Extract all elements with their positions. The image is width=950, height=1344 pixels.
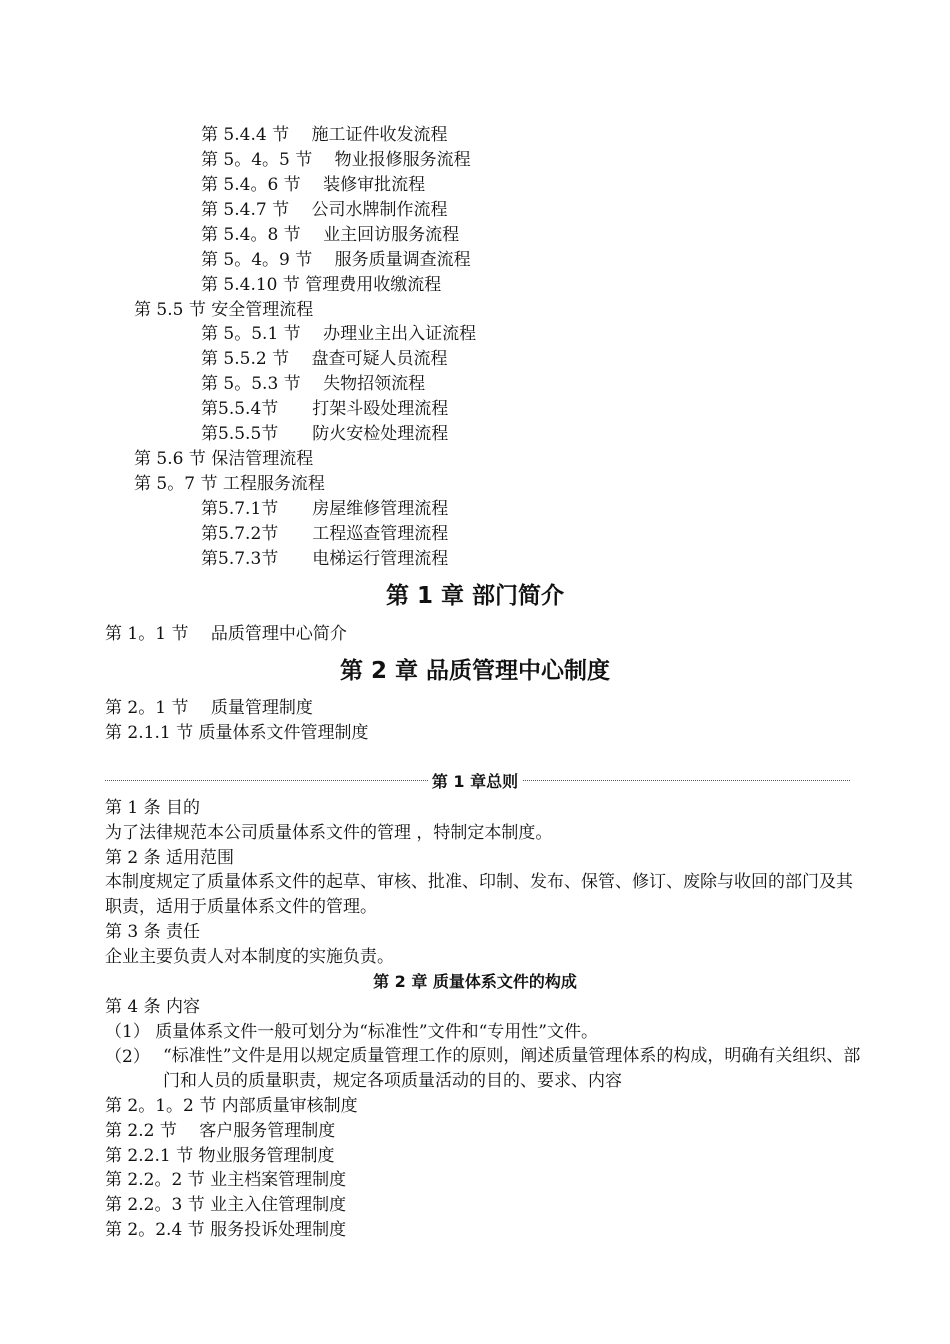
section-heading: 第 2.1.1 节 质量体系文件管理制度 bbox=[105, 723, 369, 743]
list-item bbox=[105, 1021, 598, 1043]
article-text: 为了法律规范本公司质量体系文件的管理 ，特制定本制度。 bbox=[105, 823, 553, 843]
toc-num: 第 5.5.2 节 bbox=[201, 349, 290, 369]
toc-num: 第 5.4.4 节 bbox=[201, 125, 290, 145]
toc-entry bbox=[201, 398, 448, 420]
list-text: 质量体系文件一般可划分为“标准性”文件和“专用性”文件。 bbox=[155, 1022, 598, 1042]
toc-num: 第 5。4。5 节 bbox=[201, 150, 313, 170]
toc-entry bbox=[201, 548, 448, 570]
divider-title bbox=[0, 771, 950, 793]
toc-title: 公司水牌制作流程 bbox=[311, 200, 448, 220]
toc-entry bbox=[201, 124, 447, 146]
toc-title: 打架斗殴处理流程 bbox=[312, 399, 449, 419]
toc-entry bbox=[134, 473, 325, 495]
article-heading: 第 1 条 目的 bbox=[105, 798, 201, 818]
toc-entry bbox=[201, 149, 471, 171]
toc-entry bbox=[201, 523, 448, 545]
toc-title: 保洁管理流程 bbox=[211, 449, 314, 469]
toc-entry bbox=[134, 299, 313, 321]
toc-entry bbox=[201, 274, 441, 296]
toc-entry: 第 2.2。2 节 业主档案管理制度 bbox=[105, 1170, 347, 1190]
toc-title: 业主回访服务流程 bbox=[323, 225, 460, 245]
toc-entry bbox=[134, 448, 313, 470]
toc-num: 第 5。5.3 节 bbox=[201, 374, 301, 394]
toc-num: 第 5。5.1 节 bbox=[201, 324, 301, 344]
general-rules-title: 第 1 章总则 bbox=[428, 772, 522, 791]
toc-num: 第5.5.4节 bbox=[201, 399, 279, 419]
toc-num: 第5.7.1节 bbox=[201, 499, 279, 519]
list-text: “标准性”文件是用以规定质量管理工作的原则，阐述质量管理体系的构成，明确有关组织、部门和人员的质量职责，规定各项质量活动的目的、要求、内容 bbox=[163, 1046, 861, 1091]
toc-title: 失物招领流程 bbox=[323, 374, 426, 394]
toc-title: 房屋维修管理流程 bbox=[312, 499, 449, 519]
toc-num: 第5.7.3节 bbox=[201, 549, 279, 569]
toc-num: 第 5.4。6 节 bbox=[201, 175, 301, 195]
toc-title: 物业报修服务流程 bbox=[334, 150, 471, 170]
toc-entry: 第 2.2 节 客户服务管理制度 bbox=[105, 1121, 336, 1141]
toc-title: 电梯运行管理流程 bbox=[312, 549, 449, 569]
toc-entry: 第 2.2。3 节 业主入住管理制度 bbox=[105, 1195, 347, 1215]
toc-entry: 第 2。2.4 节 服务投诉处理制度 bbox=[105, 1220, 347, 1240]
toc-title: 盘查可疑人员流程 bbox=[311, 349, 448, 369]
toc-entry bbox=[201, 323, 476, 345]
chapter-heading: 第 1 章 部门简介 bbox=[385, 583, 565, 609]
article-text: 本制度规定了质量体系文件的起草、审核、批准、印制、发布、保管、修订、废除与收回的部门及其职责，适用于质量体系文件的管理。 bbox=[105, 872, 853, 917]
toc-title: 办理业主出入证流程 bbox=[323, 324, 477, 344]
chapter-subheading: 第 2 章 质量体系文件的构成 bbox=[373, 972, 577, 991]
toc-title: 防火安检处理流程 bbox=[312, 424, 449, 444]
toc-num: 第 5.4。8 节 bbox=[201, 225, 301, 245]
toc-title: 施工证件收发流程 bbox=[311, 125, 448, 145]
toc-num: 第 5.4.10 节 bbox=[201, 275, 300, 295]
toc-num: 第 5。7 节 bbox=[134, 474, 218, 494]
toc-entry: 第 2.2.1 节 物业服务管理制度 bbox=[105, 1146, 335, 1166]
article-heading: 第 2 条 适用范围 bbox=[105, 848, 235, 868]
chapter-heading: 第 2 章 品质管理中心制度 bbox=[339, 658, 611, 684]
toc-title: 装修审批流程 bbox=[323, 175, 426, 195]
list-number: （1） bbox=[105, 1022, 150, 1042]
toc-title: 管理费用收缴流程 bbox=[305, 275, 442, 295]
toc-num: 第5.7.2节 bbox=[201, 524, 279, 544]
section-heading: 第 1。1 节 品质管理中心简介 bbox=[105, 624, 347, 644]
toc-num: 第 5.6 节 bbox=[134, 449, 206, 469]
toc-entry bbox=[201, 199, 447, 221]
article-text: 企业主要负责人对本制度的实施负责。 bbox=[105, 947, 394, 967]
toc-num: 第 5.5 节 bbox=[134, 300, 206, 320]
toc-entry bbox=[201, 348, 447, 370]
list-number: （2） bbox=[105, 1047, 150, 1067]
article-heading: 第 4 条 内容 bbox=[105, 997, 201, 1017]
toc-entry: 第 2。1。2 节 内部质量审核制度 bbox=[105, 1096, 358, 1116]
toc-num: 第5.5.5节 bbox=[201, 424, 279, 444]
toc-entry bbox=[201, 498, 448, 520]
article-heading: 第 3 条 责任 bbox=[105, 922, 201, 942]
toc-title: 安全管理流程 bbox=[211, 300, 314, 320]
toc-title: 工程服务流程 bbox=[222, 474, 325, 494]
toc-entry bbox=[201, 224, 459, 246]
section-heading: 第 2。1 节 质量管理制度 bbox=[105, 698, 313, 718]
toc-entry bbox=[201, 174, 425, 196]
toc-entry bbox=[201, 373, 425, 395]
toc-title: 服务质量调查流程 bbox=[334, 250, 471, 270]
toc-num: 第 5.4.7 节 bbox=[201, 200, 290, 220]
toc-entry bbox=[201, 249, 471, 271]
toc-entry bbox=[201, 423, 448, 445]
toc-title: 工程巡查管理流程 bbox=[312, 524, 449, 544]
toc-num: 第 5。4。9 节 bbox=[201, 250, 313, 270]
